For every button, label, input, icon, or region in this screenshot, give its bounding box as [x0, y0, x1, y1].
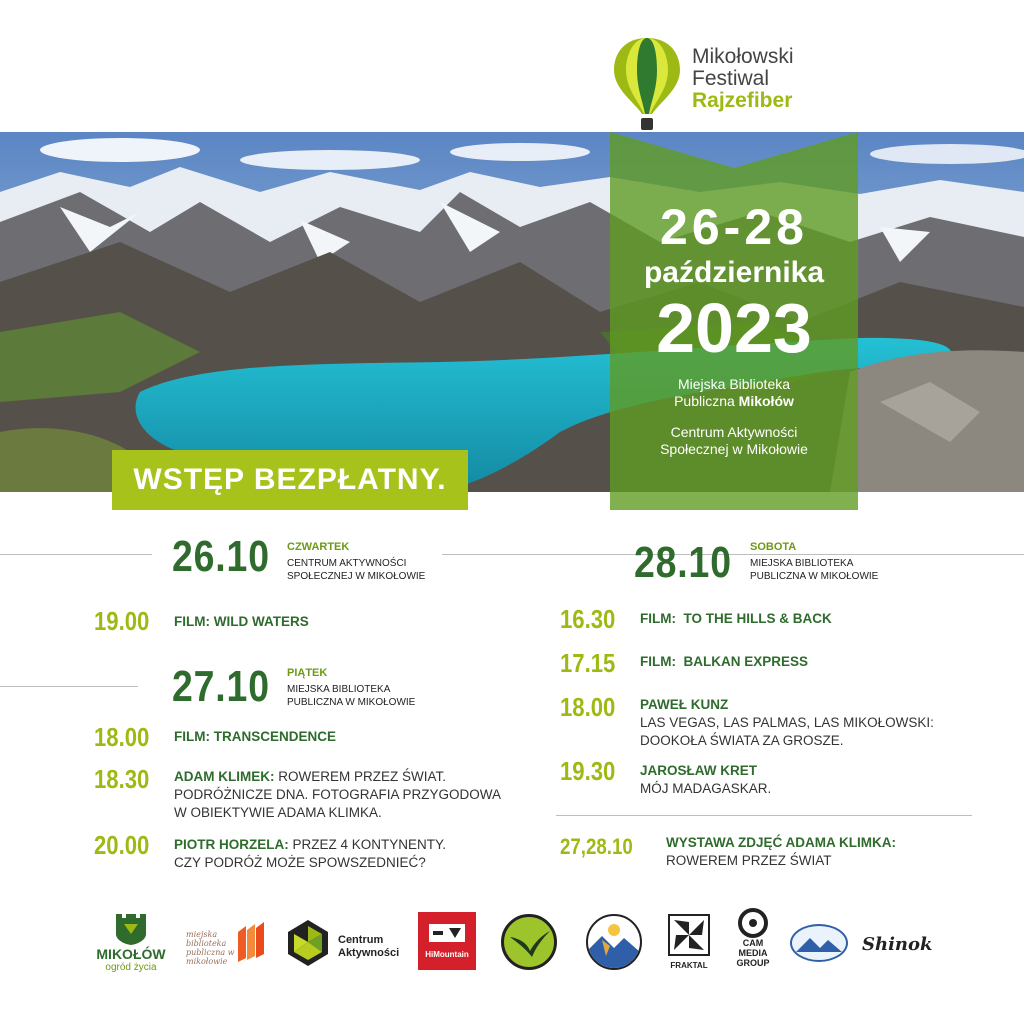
cam-line2: MEDIA	[738, 948, 768, 958]
venue-centrum-line2: Społecznej w Mikołowie	[660, 441, 808, 457]
hexagon-logo-icon	[286, 918, 330, 968]
day2-name: PIĄTEK	[287, 667, 328, 679]
biblioteka-name: miejska biblioteka publiczna w mikołowie	[186, 930, 235, 966]
event-time: 18.00	[560, 692, 616, 722]
sponsor-himountain	[418, 912, 476, 970]
free-entry-banner: WSTĘP BEZPŁATNY.	[112, 450, 468, 510]
event-label: ADAM KLIMEK:	[174, 769, 275, 784]
event-label: PIOTR HORZELA:	[174, 837, 289, 852]
event-label: FILM:	[640, 654, 676, 669]
day1-venue-line1: CENTRUM AKTYWNOŚCI	[287, 558, 407, 569]
venue-centrum-line1: Centrum Aktywności	[670, 424, 798, 440]
sponsor-travel-oval	[790, 924, 848, 962]
himountain-name: HiMountain	[425, 950, 469, 959]
centrum-line1: Centrum	[338, 934, 384, 946]
books-icon	[236, 922, 266, 962]
venue-library-line2	[610, 393, 858, 410]
hero-landscape-photo	[0, 132, 1024, 492]
venue-centrum	[610, 424, 858, 458]
day3-venue-line2: PUBLICZNA W MIKOŁOWIE	[750, 571, 879, 582]
event-time: 18.30	[94, 764, 150, 794]
event-desc: PODRÓŻNICZE DNA. FOTOGRAFIA PRZYGODOWA	[174, 787, 502, 802]
event-title	[174, 728, 336, 746]
sponsor-globe	[586, 914, 642, 970]
logo-line1: Mikołowski	[692, 45, 794, 68]
event-title	[640, 653, 808, 671]
sponsor-cam-media	[732, 908, 774, 974]
day1-venue-line2: SPOŁECZNEJ W MIKOŁOWIE	[287, 571, 426, 582]
venue-library-city: Mikołów	[738, 393, 794, 409]
centrum-line2: Aktywności	[338, 947, 400, 959]
event-desc: W OBIEKTYWIE ADAMA KLIMKA.	[174, 805, 382, 820]
day3-venue	[750, 557, 878, 583]
event-desc: CZY PODRÓŻ MOŻE SPOWSZEDNIEĆ?	[174, 855, 426, 870]
event-label: FILM:	[640, 611, 676, 626]
day3-date: 28.10	[634, 538, 732, 587]
divider	[442, 554, 1024, 555]
mountain-oval-icon	[792, 926, 846, 960]
event-desc: PRZEZ 4 KONTYNENTY.	[292, 837, 447, 852]
event-name: WILD WATERS	[213, 614, 309, 629]
venue-library-text: Publiczna	[674, 393, 739, 409]
divider	[556, 815, 972, 816]
festival-logo	[612, 34, 842, 130]
logo-line2: Festiwal	[692, 67, 770, 90]
divider	[0, 554, 152, 555]
event-line	[174, 836, 446, 854]
day3-name: SOBOTA	[750, 541, 797, 553]
logo-text	[692, 46, 794, 112]
event-title	[174, 768, 501, 822]
day3-venue-line1: MIEJSKA BIBLIOTEKA	[750, 558, 854, 569]
sponsor-centrum	[286, 918, 402, 970]
festival-month: października	[643, 256, 825, 289]
event-title	[640, 696, 934, 750]
fraktal-pinwheel-icon	[668, 914, 710, 956]
event-name: TO THE HILLS & BACK	[683, 611, 832, 626]
venue-library-line1: Miejska Biblioteka	[677, 376, 791, 392]
exhibition-subtitle: ROWEREM PRZEZ ŚWIAT	[666, 853, 832, 868]
day2-date: 27.10	[172, 662, 270, 711]
festival-dates: 26-28	[660, 199, 808, 255]
day2-venue	[287, 683, 415, 709]
cam-line3: GROUP	[736, 958, 770, 968]
event-name: TRANSCENDENCE	[213, 729, 337, 744]
mikolow-tagline: ogród życia	[105, 962, 157, 973]
festival-year: 2023	[656, 289, 812, 367]
event-title	[174, 836, 446, 872]
sponsor-fraktal	[668, 914, 710, 970]
cam-media-name	[732, 938, 774, 968]
centrum-name	[338, 934, 399, 960]
event-desc: ROWEREM PRZEZ ŚWIAT.	[278, 769, 447, 784]
event-time: 20.00	[94, 830, 150, 860]
fraktal-name: FRAKTAL	[670, 961, 708, 970]
event-time: 19.00	[94, 606, 150, 636]
event-title	[640, 610, 832, 628]
event-time: 19.30	[560, 756, 616, 786]
day1-date: 26.10	[172, 532, 270, 581]
event-time: 16.30	[560, 604, 616, 634]
mikolow-crest-icon	[86, 910, 176, 946]
day1-name: CZWARTEK	[287, 541, 350, 553]
day2-venue-line1: MIEJSKA BIBLIOTEKA	[287, 684, 391, 695]
dates-panel	[610, 132, 858, 510]
sponsor-biblioteka	[186, 922, 270, 970]
event-name: BALKAN EXPRESS	[683, 654, 809, 669]
balloon-icon	[612, 34, 682, 134]
swallow-bird-icon	[504, 917, 554, 967]
camera-aperture-icon	[738, 908, 768, 938]
event-line	[174, 768, 501, 786]
mikolow-name: MIKOŁÓW	[96, 946, 166, 962]
day2-venue-line2: PUBLICZNA W MIKOŁOWIE	[287, 697, 416, 708]
globe-icon	[588, 916, 640, 968]
exhibition-title	[666, 834, 896, 870]
sponsor-mikolow	[86, 910, 176, 980]
event-label: JAROSŁAW KRET	[640, 763, 758, 778]
event-desc: LAS VEGAS, LAS PALMAS, LAS MIKOŁOWSKI:	[640, 715, 934, 730]
exhibition-dates: 27,28.10	[560, 834, 633, 859]
divider	[0, 686, 138, 687]
event-time: 17.15	[560, 648, 616, 678]
event-title	[174, 613, 309, 631]
day1-venue	[287, 557, 425, 583]
event-title	[640, 762, 771, 798]
himountain-mark-icon	[429, 924, 465, 942]
exhibition-name: WYSTAWA ZDJĘĆ ADAMA KLIMKA:	[666, 835, 896, 850]
event-desc: DOOKOŁA ŚWIATA ZA GROSZE.	[640, 733, 844, 748]
event-label: PAWEŁ KUNZ	[640, 697, 729, 712]
sponsor-shinok: Shinok	[862, 934, 933, 955]
event-label: FILM:	[174, 729, 210, 744]
logo-brand: Rajzefiber	[692, 89, 793, 112]
event-label: FILM:	[174, 614, 210, 629]
venue-library	[610, 376, 858, 410]
sponsor-swallow	[501, 914, 557, 970]
event-desc: MÓJ MADAGASKAR.	[640, 781, 772, 796]
cam-line1: CAM	[742, 938, 764, 948]
event-time: 18.00	[94, 722, 150, 752]
